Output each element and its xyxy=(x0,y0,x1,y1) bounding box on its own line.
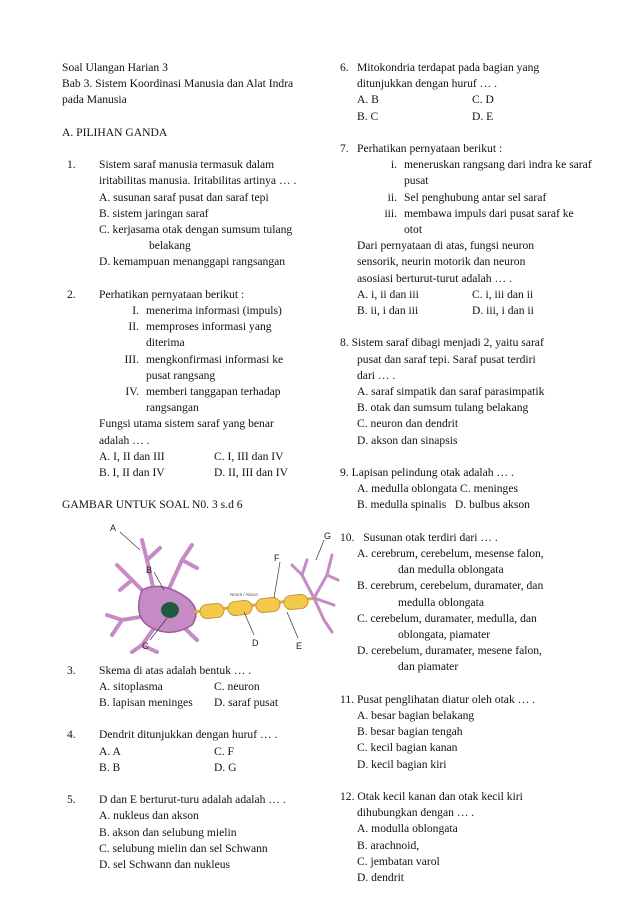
option-b-cont: medulla oblongata xyxy=(398,595,484,609)
option-b[interactable]: B. C xyxy=(357,109,379,123)
option-a[interactable]: A. I, II dan III xyxy=(99,449,165,463)
question-stem: Perhatikan pernyataan berikut : xyxy=(99,287,245,301)
question-7 xyxy=(340,141,600,319)
label-d: D xyxy=(252,637,259,648)
option-d[interactable]: D. saraf pusat xyxy=(214,696,279,710)
option-b[interactable]: B. ii, i dan iii xyxy=(357,304,419,318)
question-number: 8. xyxy=(340,336,349,350)
question-stem: D dan E berturut-turu adalah adalah … . xyxy=(99,793,286,807)
question-12 xyxy=(340,789,600,886)
question-number: 5. xyxy=(67,793,76,807)
axon-terminal xyxy=(292,555,338,632)
label-g: G xyxy=(324,530,332,541)
statement-item: IV. memberi tanggapan terhadap rangsangan xyxy=(125,385,281,415)
options-grid xyxy=(357,287,600,319)
option-b[interactable]: B. akson dan selubung mielin xyxy=(99,825,237,839)
label-e: E xyxy=(296,640,303,651)
option-a[interactable]: A. modulla oblongata xyxy=(357,822,458,836)
question-stem: dihubungkan dengan … . xyxy=(357,806,475,820)
option-d[interactable]: D. II, III dan IV xyxy=(214,466,289,480)
question-stem: dari … . xyxy=(357,368,396,382)
label-b: B xyxy=(146,564,153,575)
option-d[interactable]: D. bulbus akson xyxy=(454,498,530,512)
option-d-cont: dan piamater xyxy=(398,660,459,674)
option-a[interactable]: A. A xyxy=(99,744,121,758)
option-d[interactable]: D. kecil bagian kiri xyxy=(357,757,447,771)
option-c[interactable]: C. neuron dan dendrit xyxy=(357,417,459,431)
question-number: 9. xyxy=(340,466,349,480)
question-ask: Fungsi utama sistem saraf yang benar xyxy=(99,417,274,431)
option-a[interactable]: A. sitoplasma xyxy=(99,679,163,693)
question-number: 2. xyxy=(67,287,76,301)
option-b[interactable]: B. lapisan meninges xyxy=(99,696,193,710)
option-d[interactable]: D. akson dan sinapsis xyxy=(357,433,458,447)
question-stem: ditunjukkan dengan huruf … . xyxy=(357,77,498,91)
question-number: 10. xyxy=(340,530,355,544)
nucleus xyxy=(161,602,179,618)
question-6 xyxy=(340,60,600,125)
label-c: C xyxy=(142,640,149,651)
neuron-diagram xyxy=(102,520,340,655)
option-d[interactable]: D. dendrit xyxy=(357,871,405,885)
question-number: 4. xyxy=(67,728,76,742)
question-5 xyxy=(62,792,327,873)
option-c[interactable]: C. meninges xyxy=(460,482,519,496)
option-c[interactable]: C. selubung mielin dan sel Schwann xyxy=(99,841,268,855)
statement-item: I. menerima informasi (impuls) xyxy=(132,304,282,317)
option-b[interactable]: B. otak dan sumsum tulang belakang xyxy=(357,401,529,415)
question-number: 6. xyxy=(340,61,349,74)
question-number: 11. xyxy=(340,692,355,706)
option-c[interactable]: C. neuron xyxy=(214,679,260,693)
label-a: A xyxy=(110,522,117,533)
options-grid xyxy=(357,92,600,124)
option-c[interactable]: C. kecil bagian kanan xyxy=(357,741,458,755)
option-b[interactable]: B. B xyxy=(99,760,121,774)
option-b[interactable]: B. sistem jaringan saraf xyxy=(99,206,209,220)
option-a[interactable]: A. besar bagian belakang xyxy=(357,709,475,723)
question-stem: Sistem saraf dibagi menjadi 2, yaitu saraf xyxy=(351,336,544,350)
question-stem: Skema di atas adalah bentuk … . xyxy=(99,663,252,677)
question-number: 7. xyxy=(340,142,349,155)
option-d[interactable]: D. kemampuan menanggapi rangsangan xyxy=(99,255,286,269)
question-stem: iritabilitas manusia. Iritabilitas artinya … . xyxy=(99,174,297,188)
doc-title: Soal Ulangan Harian 3 xyxy=(62,61,168,74)
option-c-cont: oblongata, piamater xyxy=(398,628,491,642)
option-b[interactable]: B. cerebrum, cerebelum, duramater, dan xyxy=(357,579,544,593)
section-title: A. PILIHAN GANDA xyxy=(62,125,168,139)
doc-chapter-cont: pada Manusia xyxy=(62,93,127,107)
statement-item: i. meneruskan rangsang dari indra ke saraf pusat xyxy=(390,158,592,188)
question-stem: Pusat penglihatan diatur oleh otak … . xyxy=(356,692,536,706)
neuron-figure xyxy=(102,520,340,655)
statement-item: III. mengkonfirmasi informasi ke pusat rangsang xyxy=(124,352,284,382)
question-4 xyxy=(62,727,327,776)
option-a[interactable]: A. i, ii dan iii xyxy=(357,287,419,301)
question-ask: adalah … . xyxy=(99,433,150,447)
doc-chapter: Bab 3. Sistem Koordinasi Manusia dan Alat Indra xyxy=(62,77,294,91)
option-a[interactable]: A. saraf simpatik dan saraf parasimpatik xyxy=(357,385,545,399)
question-number: 3. xyxy=(67,663,76,677)
question-number: 1. xyxy=(67,158,76,172)
option-c[interactable]: C. i, iii dan ii xyxy=(472,287,534,301)
question-10 xyxy=(340,530,600,676)
question-8 xyxy=(340,335,600,448)
left-column xyxy=(62,60,332,873)
label-f: F xyxy=(274,552,280,563)
question-stem: Sistem saraf manusia termasuk dalam xyxy=(99,158,275,172)
question-9 xyxy=(340,465,600,514)
option-c[interactable]: C. jembatan varol xyxy=(357,854,440,868)
question-1 xyxy=(62,157,327,270)
statement-item: ii. Sel penghubung antar sel saraf xyxy=(387,190,547,204)
question-stem: Perhatikan pernyataan berikut : xyxy=(357,142,503,155)
option-d[interactable]: D. cerebelum, duramater, mesene falon, xyxy=(357,644,542,658)
option-a[interactable]: A. cerebrum, cerebelum, mesense falon, xyxy=(357,547,544,561)
question-ask: sensorik, neurin motorik dan neuron xyxy=(357,255,526,269)
axon-label: Neurit / Akson xyxy=(230,591,259,597)
question-ask: asosiasi berturut-turut adalah … . xyxy=(357,271,512,285)
question-stem: pusat dan saraf tepi. Saraf pusat terdiri xyxy=(357,352,536,366)
options-grid xyxy=(99,744,327,776)
question-2 xyxy=(62,287,327,481)
question-stem: Susunan otak terdiri dari … . xyxy=(363,530,498,544)
options-grid xyxy=(99,449,327,481)
option-a[interactable]: A. susunan saraf pusat dan saraf tepi xyxy=(99,190,269,204)
option-d[interactable]: D. G xyxy=(214,760,237,774)
option-c-cont: belakang xyxy=(149,239,191,253)
option-b[interactable]: B. arachnoid, xyxy=(357,838,420,852)
option-a-cont: dan medulla oblongata xyxy=(398,563,504,577)
question-3 xyxy=(62,663,327,712)
option-a[interactable]: A. B xyxy=(357,93,379,107)
option-c[interactable]: C. kerjasama otak dengan sumsum tulang xyxy=(99,223,293,236)
option-a[interactable]: A. nukleus dan akson xyxy=(99,809,199,823)
option-d[interactable]: D. E xyxy=(472,109,494,123)
option-a[interactable]: A. medulla oblongata xyxy=(357,482,458,496)
option-b[interactable]: B. I, II dan IV xyxy=(99,466,165,480)
options-grid xyxy=(99,679,327,711)
option-d[interactable]: D. sel Schwann dan nukleus xyxy=(99,858,231,872)
statement-item: II. memproses informasi yang diterima xyxy=(128,320,272,350)
question-stem: Dendrit ditunjukkan dengan huruf … . xyxy=(99,728,278,742)
question-number: 12. xyxy=(340,790,355,804)
question-11 xyxy=(340,692,600,773)
option-c[interactable]: C. cerebelum, duramater, medulla, dan xyxy=(357,611,537,625)
right-column xyxy=(340,60,600,886)
question-ask: Dari pernyataan di atas, fungsi neuron xyxy=(357,239,535,253)
option-b[interactable]: B. medulla spinalis xyxy=(357,498,447,512)
option-d[interactable]: D. iii, i dan ii xyxy=(472,304,534,318)
option-c[interactable]: C. D xyxy=(472,93,494,107)
question-stem: Lapisan pelindung otak adalah … . xyxy=(351,466,514,480)
option-c[interactable]: C. F xyxy=(214,744,234,758)
figure-heading: GAMBAR UNTUK SOAL N0. 3 s.d 6 xyxy=(62,498,243,512)
option-c[interactable]: C. I, III dan IV xyxy=(214,449,284,463)
question-stem: Mitokondria terdapat pada bagian yang xyxy=(357,61,540,74)
option-b[interactable]: B. besar bagian tengah xyxy=(357,725,463,739)
question-stem: Otak kecil kanan dan otak kecil kiri xyxy=(357,790,523,804)
statement-item: iii. membawa impuls dari pusat saraf ke otot xyxy=(384,206,574,237)
